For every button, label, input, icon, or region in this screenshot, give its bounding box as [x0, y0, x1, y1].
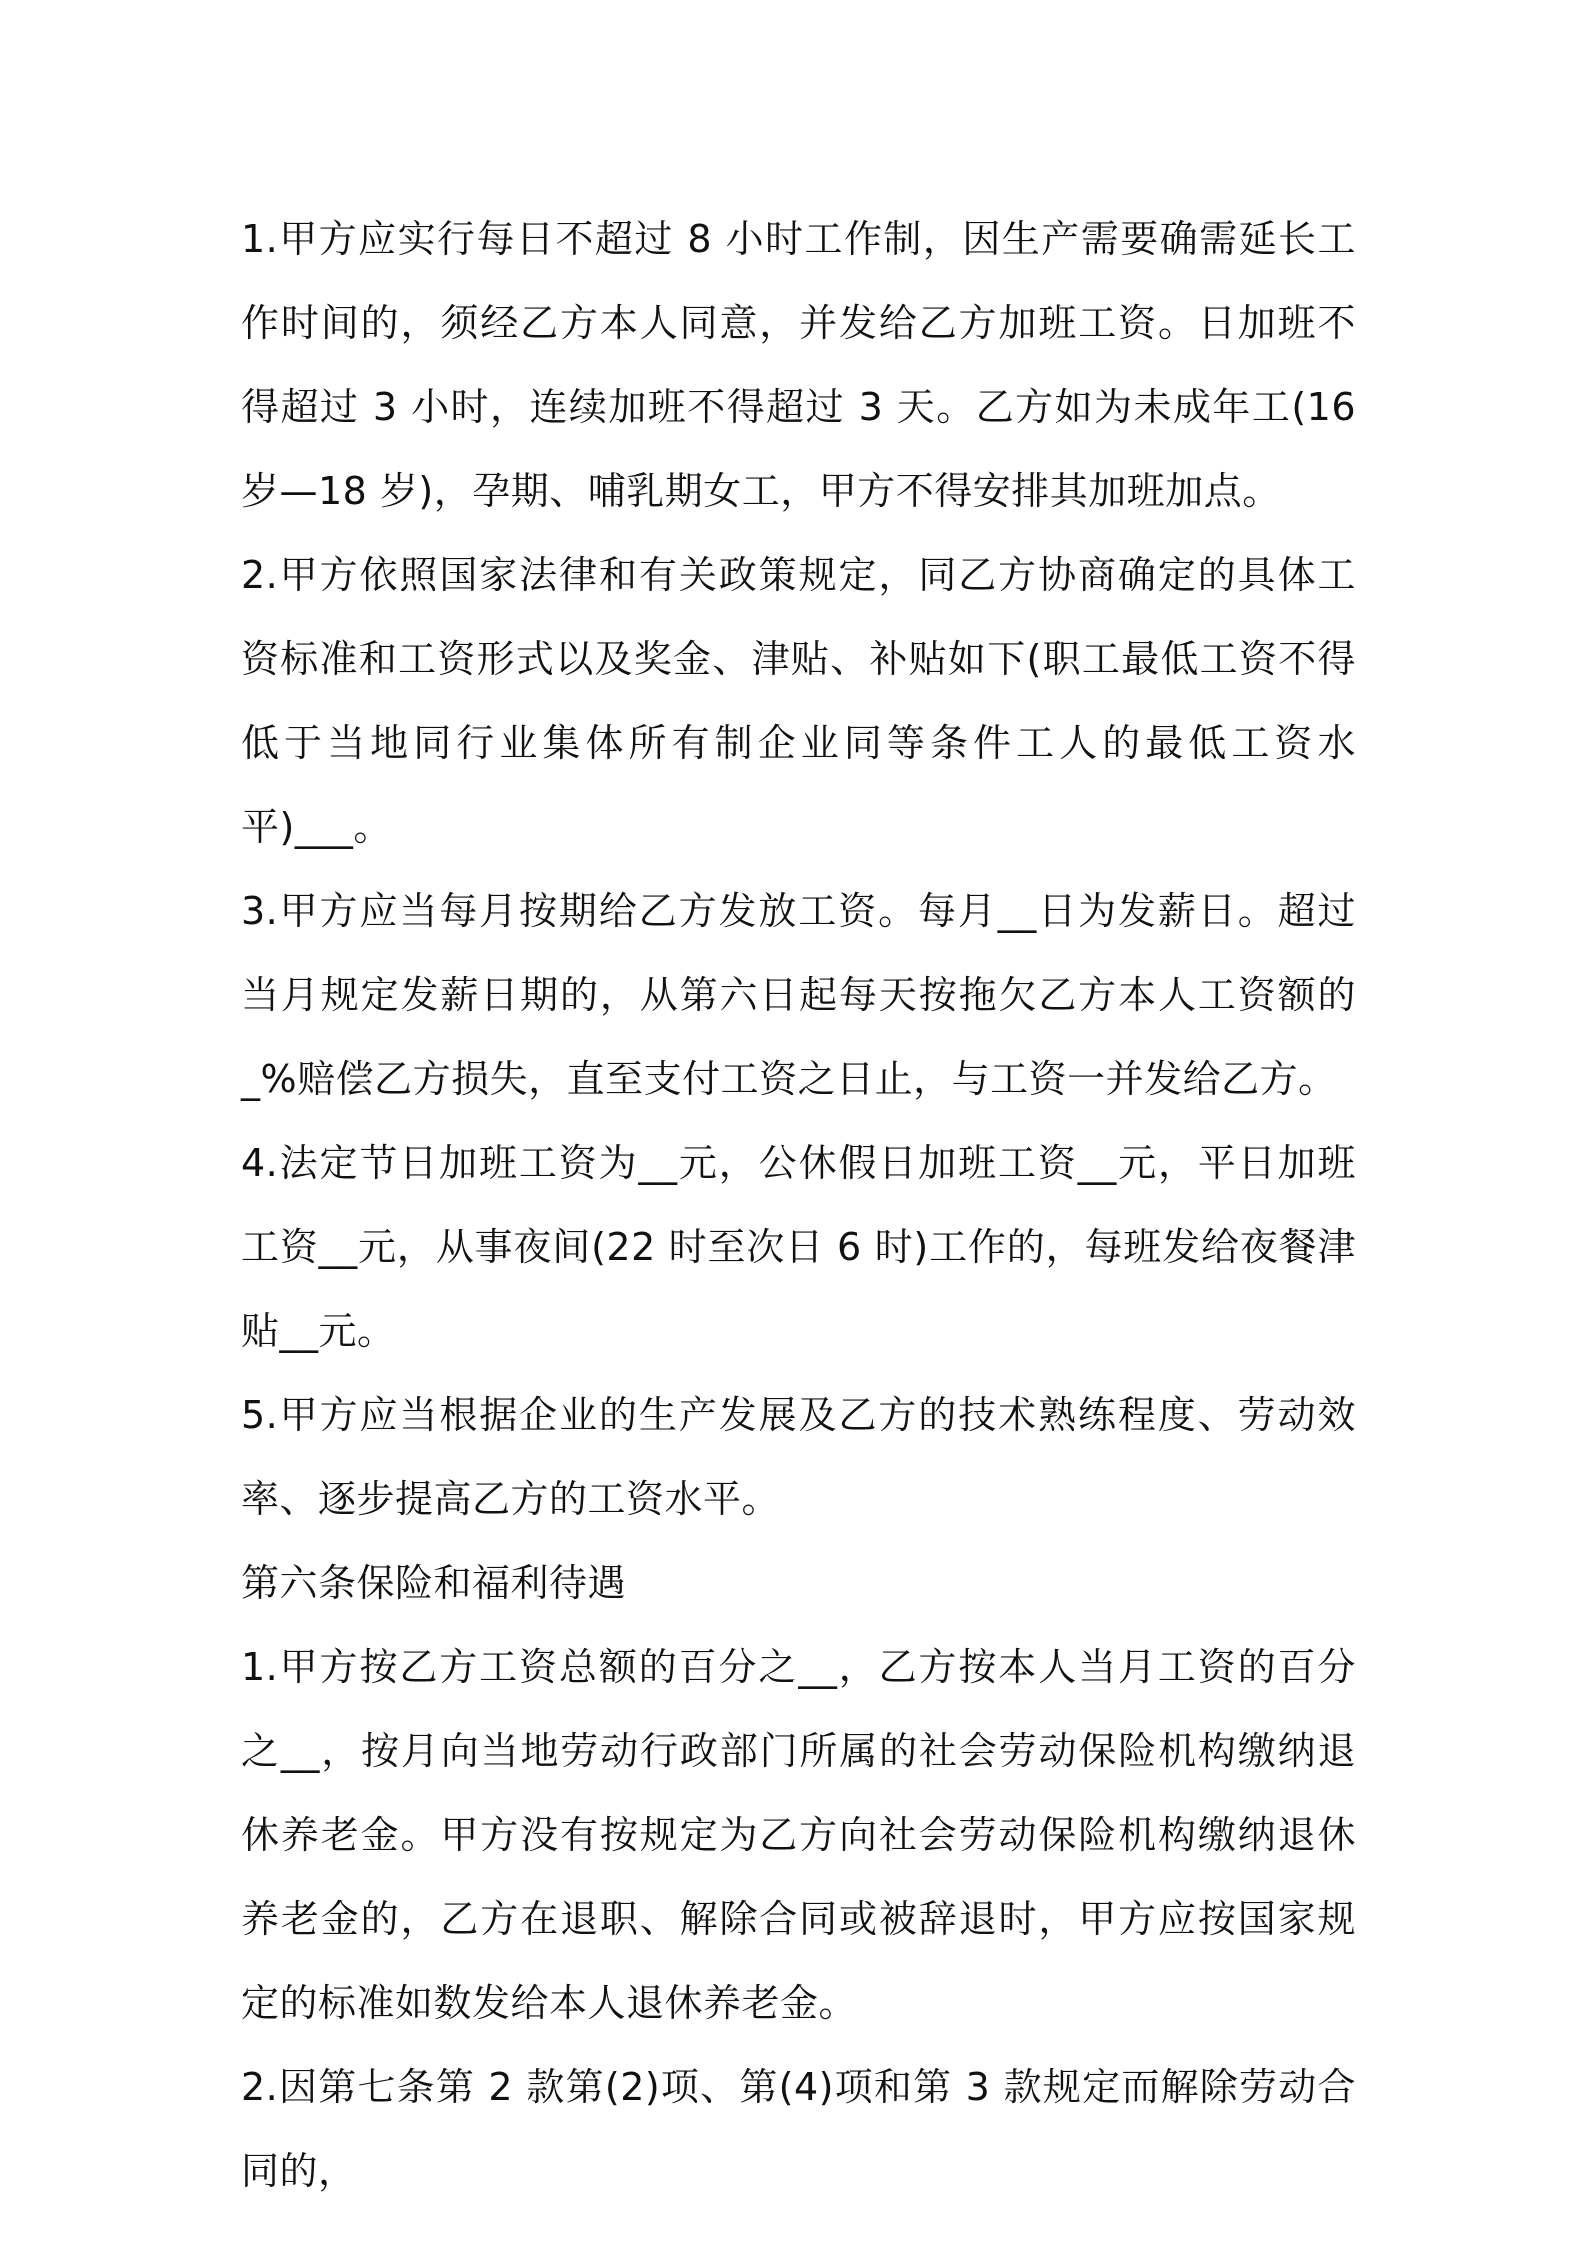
paragraph-wage-increase: 5.甲方应当根据企业的生产发展及乙方的技术熟练程度、劳动效率、逐步提高乙方的工资水平。: [241, 1393, 1356, 1521]
paragraph-payday: 3.甲方应当每月按期给乙方发放工资。每月__日为发薪日。超过当月规定发薪日期的，从第六日起每天按拖欠乙方本人工资额的_%赔偿乙方损失，直至支付工资之日止，与工资一并发给乙方。: [241, 889, 1356, 1101]
paragraph-overtime: 1.甲方应实行每日不超过 8 小时工作制，因生产需要确需延长工作时间的，须经乙方本人同意，并发给乙方加班工资。日加班不得超过 3 小时，连续加班不得超过 3 天。乙方如为未成年工(16 岁—18 岁)，孕期、哺乳期女工，甲方不得安排其加班加点。: [241, 217, 1356, 513]
paragraph-wage-standard: 2.甲方依照国家法律和有关政策规定，同乙方协商确定的具体工资标准和工资形式以及奖金、津贴、补贴如下(职工最低工资不得低于当地同行业集体所有制企业同等条件工人的最低工资水平)___。: [241, 553, 1356, 849]
section-heading: 第六条保险和福利待遇: [241, 1561, 627, 1605]
paragraph-termination: 2.因第七条第 2 款第(2)项、第(4)项和第 3 款规定而解除劳动合同的，: [241, 2065, 1356, 2193]
document-body: [241, 197, 1356, 2213]
paragraph-overtime-pay: 4.法定节日加班工资为__元，公休假日加班工资__元，平日加班工资__元，从事夜间(22 时至次日 6 时)工作的，每班发给夜餐津贴__元。: [241, 1141, 1356, 1353]
paragraph-pension: 1.甲方按乙方工资总额的百分之__，乙方按本人当月工资的百分之__，按月向当地劳动行政部门所属的社会劳动保险机构缴纳退休养老金。甲方没有按规定为乙方向社会劳动保险机构缴纳退休养老金的，乙方在退职、解除合同或被辞退时，甲方应按国家规定的标准如数发给本人退休养老金。: [241, 1645, 1356, 2025]
